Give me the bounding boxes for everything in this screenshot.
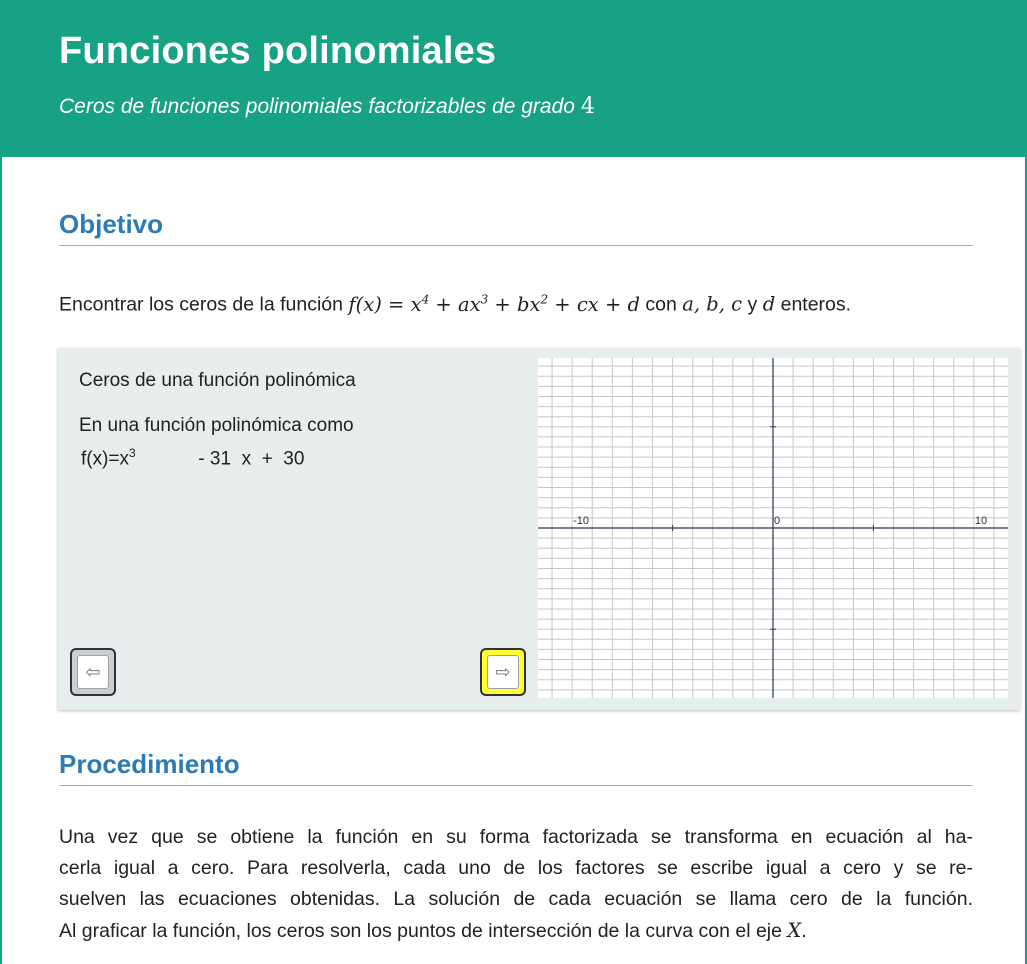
applet-formula-rest: - 31 x + 30 (198, 448, 305, 470)
subtitle-degree: 4 (580, 94, 595, 119)
formula-exp1: 4 (421, 292, 430, 306)
objetivo-text-y: y (747, 293, 758, 316)
formula-lhs: f(x) = x (348, 292, 422, 316)
subtitle-text: Ceros de funciones polinomiales factorizables de grado (59, 95, 575, 118)
procedimiento-last-line: Al graficar la función, los ceros son los puntos de intersección de la curva con el eje (59, 920, 782, 942)
applet-heading: Ceros de una función polinómica (79, 370, 356, 391)
page-subtitle (59, 94, 595, 119)
applet-formula-start: f(x)=x (81, 448, 130, 470)
x-tick-label: 0 (774, 515, 781, 527)
applet-line1: En una función polinómica como (79, 415, 354, 436)
objetivo-heading: Objetivo (59, 209, 164, 239)
procedimiento-end: . (801, 920, 807, 942)
objetivo-coef-last: d (762, 292, 776, 316)
axis-x-symbol: X (787, 919, 802, 942)
applet-formula-exp: 3 (129, 446, 136, 460)
formula-term4: + cx + d (548, 292, 640, 316)
objetivo-text-con: con (645, 293, 677, 316)
next-button[interactable] (480, 648, 526, 696)
formula-exp2: 3 (480, 292, 489, 306)
procedimiento-heading: Procedimiento (59, 749, 240, 779)
procedimiento-text (59, 822, 973, 947)
polynomial-zeros-applet (58, 348, 1020, 710)
page-title: Funciones polinomiales (59, 30, 497, 72)
formula-exp3: 2 (540, 292, 549, 306)
coordinate-graph[interactable] (538, 358, 1008, 698)
procedimiento-line-3: suelven las ecuaciones obtenidas. La solución de cada ecuación se llama cero de la función. (59, 888, 973, 910)
left-arrow-icon: ⇦ (77, 655, 109, 689)
procedimiento-line-4 (59, 915, 973, 947)
formula-term2: + ax (429, 292, 481, 316)
header-banner (2, 0, 1027, 157)
objetivo-formula (348, 293, 640, 316)
procedimiento-line-1: Una vez que se obtiene la función en su forma factorizada se transforma en ecuación al ha- (59, 826, 973, 848)
applet-formula (81, 446, 304, 470)
x-tick-label: -10 (573, 515, 590, 527)
right-arrow-icon: ⇨ (487, 655, 519, 689)
formula-term3: + bx (488, 292, 541, 316)
procedimiento-line-2: cerla igual a cero. Para resolverla, cada uno de los factores se escribe igual a cero y se re- (59, 857, 973, 879)
objetivo-text-after: enteros. (780, 293, 852, 316)
procedimiento-rule (59, 785, 973, 786)
objetivo-text-before: Encontrar los ceros de la función (59, 293, 343, 316)
objetivo-rule (59, 245, 973, 246)
previous-button[interactable] (70, 648, 116, 696)
objetivo-coef-list: a, b, c (682, 292, 743, 316)
objetivo-text (59, 284, 973, 321)
x-tick-label: 10 (974, 515, 988, 527)
